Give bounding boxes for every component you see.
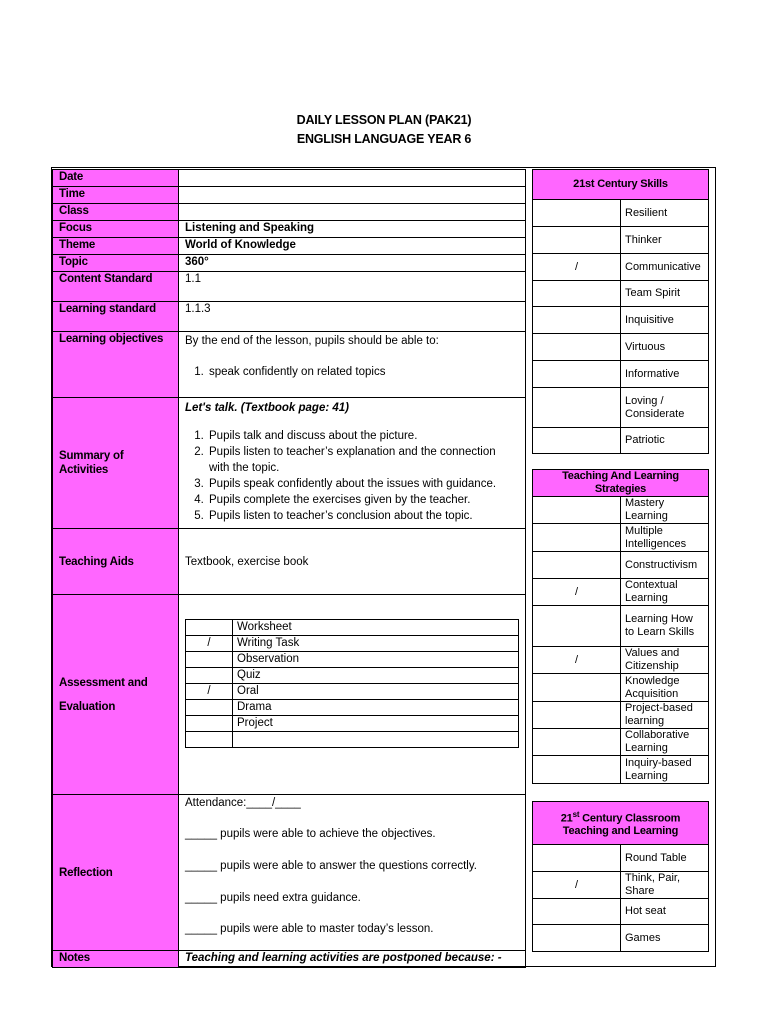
classroom-mark[interactable] xyxy=(533,925,621,952)
assessment-row xyxy=(186,684,519,700)
strategies-table xyxy=(532,469,709,784)
skills-item: Inquisitive xyxy=(621,307,709,334)
assessment-mark[interactable] xyxy=(186,668,233,684)
teaching-aids-value: Textbook, exercise book xyxy=(179,529,526,595)
strategies-row xyxy=(533,524,709,552)
classroom-item: Think, Pair, Share xyxy=(621,872,709,899)
summary-heading: Let's talk. (Textbook page: 41) xyxy=(185,402,349,414)
row-summary xyxy=(53,398,526,529)
assessment-mark[interactable]: / xyxy=(186,684,233,700)
assessment-item: Worksheet xyxy=(233,620,519,636)
skills-mark[interactable] xyxy=(533,307,621,334)
classroom-item: Round Table xyxy=(621,845,709,872)
strategies-item: Values and Citizenship xyxy=(621,647,709,674)
summary-item-2: 2. Pupils listen to teacher’s explanation and the connection with the topic. xyxy=(207,444,519,476)
strategies-mark[interactable] xyxy=(533,756,621,784)
summary-cell xyxy=(179,398,526,529)
strategies-row xyxy=(533,756,709,784)
reflection-line: _____ pupils were able to answer the questions correctly. xyxy=(185,860,477,872)
skills-item: Team Spirit xyxy=(621,281,709,307)
class-value xyxy=(179,204,526,221)
assessment-item: Drama xyxy=(233,700,519,716)
assessment-item: Observation xyxy=(233,652,519,668)
assessment-label-line-1: Assessment and xyxy=(59,676,148,689)
summary-item-3: 3. Pupils speak confidently about the issues with guidance. xyxy=(207,476,519,492)
class-label: Class xyxy=(53,204,179,221)
learning-standard-value: 1.1.3 xyxy=(179,302,526,332)
assessment-row xyxy=(186,716,519,732)
classroom-title-prefix: 21 xyxy=(560,812,573,825)
assessment-item: Writing Task xyxy=(233,636,519,652)
row-topic xyxy=(53,255,526,272)
strategies-item: Constructivism xyxy=(621,552,709,579)
summary-item-5: 5. Pupils listen to teacher’s conclusion about the topic. xyxy=(207,508,519,524)
skills-row xyxy=(533,388,709,428)
strategies-row xyxy=(533,647,709,674)
skills-row xyxy=(533,307,709,334)
topic-value: 360° xyxy=(179,255,526,272)
objective-item: 1. speak confidently on related topics xyxy=(207,364,519,380)
theme-label: Theme xyxy=(53,238,179,255)
row-class xyxy=(53,204,526,221)
assessment-mark[interactable]: / xyxy=(186,636,233,652)
assessment-item: Project xyxy=(233,716,519,732)
topic-label: Topic xyxy=(53,255,179,272)
assessment-row xyxy=(186,700,519,716)
skills-item: Thinker xyxy=(621,227,709,254)
strategies-item: Collaborative Learning xyxy=(621,729,709,756)
assessment-mark[interactable] xyxy=(186,652,233,668)
row-learning-standard xyxy=(53,302,526,332)
assessment-row xyxy=(186,668,519,684)
classroom-mark[interactable]: / xyxy=(533,872,621,899)
skills-row xyxy=(533,334,709,361)
skills-item: Communicative xyxy=(621,254,709,281)
classroom-item: Hot seat xyxy=(621,899,709,925)
strategies-item: Mastery Learning xyxy=(621,497,709,524)
skills-item: Resilient xyxy=(621,200,709,227)
lesson-plan-table xyxy=(52,169,526,968)
date-label: Date xyxy=(53,170,179,187)
skills-row xyxy=(533,281,709,307)
strategies-mark[interactable] xyxy=(533,524,621,552)
skills-mark[interactable] xyxy=(533,200,621,227)
assessment-item xyxy=(233,732,519,748)
row-learning-objectives xyxy=(53,332,526,398)
skills-item: Virtuous xyxy=(621,334,709,361)
strategies-item: Contextual Learning xyxy=(621,579,709,606)
classroom-mark[interactable] xyxy=(533,845,621,872)
reflection-label: Reflection xyxy=(53,795,179,951)
skills-item: Patriotic xyxy=(621,428,709,454)
strategies-mark[interactable] xyxy=(533,552,621,579)
assessment-row xyxy=(186,652,519,668)
content-standard-label: Content Standard xyxy=(53,272,179,302)
assessment-table xyxy=(185,619,519,748)
skills-row xyxy=(533,200,709,227)
content-standard-value: 1.1 xyxy=(179,272,526,302)
row-date xyxy=(53,170,526,187)
theme-value: World of Knowledge xyxy=(179,238,526,255)
objectives-intro: By the end of the lesson, pupils should be able to: xyxy=(185,335,439,347)
learning-standard-label: Learning standard xyxy=(53,302,179,332)
row-teaching-aids xyxy=(53,529,526,595)
reflection-line: _____ pupils need extra guidance. xyxy=(185,892,361,904)
assessment-mark[interactable] xyxy=(186,700,233,716)
summary-item-4: 4. Pupils complete the exercises given by the teacher. xyxy=(207,492,519,508)
strategies-mark[interactable] xyxy=(533,606,621,647)
assessment-row xyxy=(186,636,519,652)
row-content-standard xyxy=(53,272,526,302)
classroom-row xyxy=(533,899,709,925)
skills-mark[interactable]: / xyxy=(533,254,621,281)
title-line-1: DAILY LESSON PLAN (PAK21) xyxy=(296,113,472,127)
skills-table xyxy=(532,169,709,454)
strategies-item: Inquiry-based Learning xyxy=(621,756,709,784)
assessment-label xyxy=(53,595,179,795)
time-value xyxy=(179,187,526,204)
skills-item: Loving / Considerate xyxy=(621,388,709,428)
strategies-row xyxy=(533,606,709,647)
assessment-mark[interactable] xyxy=(186,732,233,748)
objectives-label: Learning objectives xyxy=(53,332,179,398)
assessment-row xyxy=(186,732,519,748)
skills-row xyxy=(533,361,709,388)
strategies-row xyxy=(533,674,709,702)
strategies-mark[interactable]: / xyxy=(533,579,621,606)
notes-label: Notes xyxy=(53,951,179,968)
assessment-cell xyxy=(179,595,526,795)
skills-mark[interactable] xyxy=(533,334,621,361)
skills-mark[interactable] xyxy=(533,227,621,254)
classroom-row xyxy=(533,925,709,952)
time-label: Time xyxy=(53,187,179,204)
row-focus xyxy=(53,221,526,238)
focus-value: Listening and Speaking xyxy=(179,221,526,238)
strategies-mark[interactable] xyxy=(533,702,621,729)
strategies-item: Knowledge Acquisition xyxy=(621,674,709,702)
summary-item-1: 1. Pupils talk and discuss about the picture. xyxy=(207,428,519,444)
assessment-item: Quiz xyxy=(233,668,519,684)
skills-mark[interactable] xyxy=(533,388,621,428)
strategies-mark[interactable] xyxy=(533,729,621,756)
summary-label: Summary of Activities xyxy=(53,398,179,529)
classroom-title-sup: st xyxy=(572,809,580,819)
strategies-row xyxy=(533,497,709,524)
strategies-mark[interactable] xyxy=(533,674,621,702)
strategies-item: Multiple Intelligences xyxy=(621,524,709,552)
assessment-row xyxy=(186,620,519,636)
objectives-cell xyxy=(179,332,526,398)
classroom-title xyxy=(533,802,709,845)
row-time xyxy=(53,187,526,204)
row-notes xyxy=(53,951,526,968)
focus-label: Focus xyxy=(53,221,179,238)
skills-title: 21st Century Skills xyxy=(533,170,709,200)
strategies-item: Project-based learning xyxy=(621,702,709,729)
strategies-row xyxy=(533,702,709,729)
assessment-item: Oral xyxy=(233,684,519,700)
strategies-mark[interactable] xyxy=(533,497,621,524)
row-theme xyxy=(53,238,526,255)
skills-mark[interactable] xyxy=(533,281,621,307)
reflection-cell xyxy=(179,795,526,951)
reflection-line: _____ pupils were able to achieve the objectives. xyxy=(185,828,436,840)
classroom-table xyxy=(532,801,709,952)
classroom-title-line-2: Teaching and Learning xyxy=(562,825,679,838)
row-reflection xyxy=(53,795,526,951)
skills-row xyxy=(533,227,709,254)
strategies-row xyxy=(533,579,709,606)
strategies-row xyxy=(533,729,709,756)
classroom-item: Games xyxy=(621,925,709,952)
strategies-item: Learning How to Learn Skills xyxy=(621,606,709,647)
skills-row xyxy=(533,428,709,454)
classroom-mark[interactable] xyxy=(533,899,621,925)
date-value xyxy=(179,170,526,187)
strategies-mark[interactable]: / xyxy=(533,647,621,674)
strategies-row xyxy=(533,552,709,579)
notes-value: Teaching and learning activities are postponed because: - xyxy=(179,951,526,968)
strategies-title: Teaching And Learning Strategies xyxy=(533,470,709,497)
skills-row xyxy=(533,254,709,281)
assessment-mark[interactable] xyxy=(186,716,233,732)
assessment-label-line-2: Evaluation xyxy=(59,700,116,713)
assessment-mark[interactable] xyxy=(186,620,233,636)
classroom-title-rest: Century Classroom xyxy=(579,812,681,825)
skills-mark[interactable] xyxy=(533,428,621,454)
skills-mark[interactable] xyxy=(533,361,621,388)
skills-item: Informative xyxy=(621,361,709,388)
attendance-line: Attendance:____/____ xyxy=(185,797,301,809)
title-line-2: ENGLISH LANGUAGE YEAR 6 xyxy=(296,132,472,146)
row-assessment xyxy=(53,595,526,795)
classroom-row xyxy=(533,845,709,872)
teaching-aids-label: Teaching Aids xyxy=(53,529,179,595)
objectives-list xyxy=(185,364,519,380)
summary-list xyxy=(185,428,519,524)
classroom-row xyxy=(533,872,709,899)
reflection-line: _____ pupils were able to master today’s lesson. xyxy=(185,923,434,935)
